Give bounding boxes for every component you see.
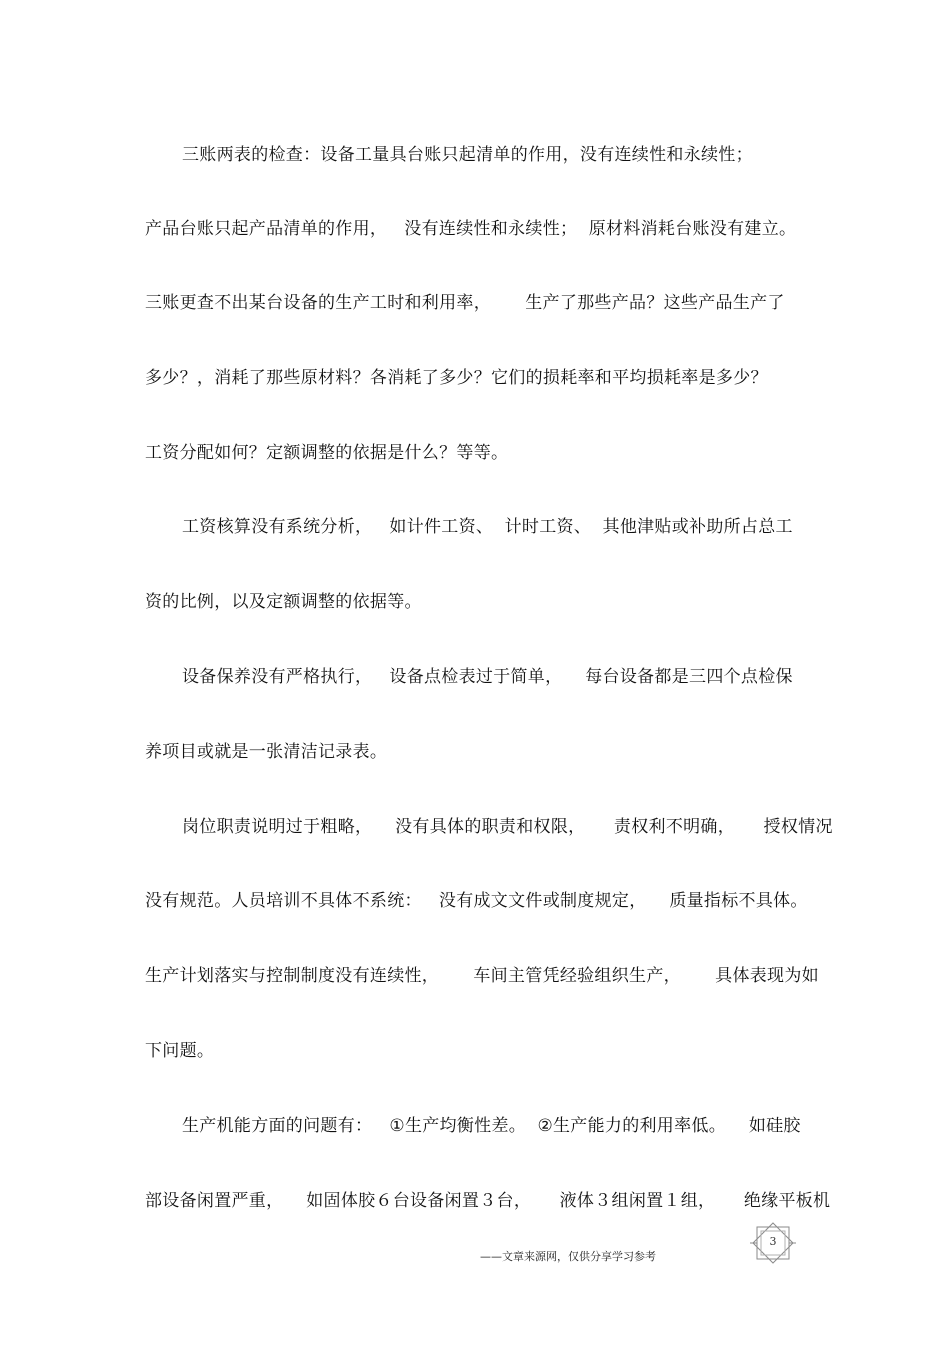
paragraph-line: 养项目或就是一张清洁记录表。 bbox=[145, 742, 388, 762]
paragraph-line: 三账两表的检查：设备工量具台账只起清单的作用，没有连续性和永续性； bbox=[182, 145, 753, 165]
paragraph-line: 工资核算没有系统分析， 如计件工资、 计时工资、 其他津贴或补助所占总工 bbox=[182, 517, 793, 537]
page-number-badge bbox=[748, 1222, 798, 1266]
paragraph-line: 资的比例，以及定额调整的依据等。 bbox=[145, 592, 422, 612]
paragraph-line: 工资分配如何？定额调整的依据是什么？等等。 bbox=[145, 443, 509, 463]
paragraph-line: 生产计划落实与控制制度没有连续性， 车间主管凭经验组织生产， 具体表现为如 bbox=[145, 966, 819, 986]
paragraph-line: 设备保养没有严格执行， 设备点检表过于简单， 每台设备都是三四个点检保 bbox=[182, 667, 793, 687]
source-note: ——文章来源网，仅供分享学习参考 bbox=[480, 1250, 656, 1263]
paragraph-line: 三账更查不出某台设备的生产工时和利用率， 生产了那些产品？这些产品生产了 bbox=[145, 293, 785, 313]
paragraph-line: 部设备闲置严重， 如固体胶６台设备闲置３台， 液体３组闲置１组， 绝缘平板机 bbox=[145, 1191, 831, 1211]
paragraph-line: 多少？，消耗了那些原材料？各消耗了多少？它们的损耗率和平均损耗率是多少？ bbox=[145, 368, 768, 388]
paragraph-line: 产品台账只起产品清单的作用， 没有连续性和永续性； 原材料消耗台账没有建立。 bbox=[145, 219, 797, 239]
paragraph-line: 没有规范。人员培训不具体不系统： 没有成文文件或制度规定， 质量指标不具体。 bbox=[145, 891, 808, 911]
paragraph-line: 下问题。 bbox=[145, 1041, 215, 1061]
paragraph-line: 岗位职责说明过于粗略， 没有具体的职责和权限， 责权利不明确， 授权情况 bbox=[182, 817, 833, 837]
page-number: 3 bbox=[769, 1235, 777, 1248]
paragraph-line: 生产机能方面的问题有： ①生产均衡性差。 ②生产能力的利用率低。 如硅胶 bbox=[182, 1116, 801, 1136]
